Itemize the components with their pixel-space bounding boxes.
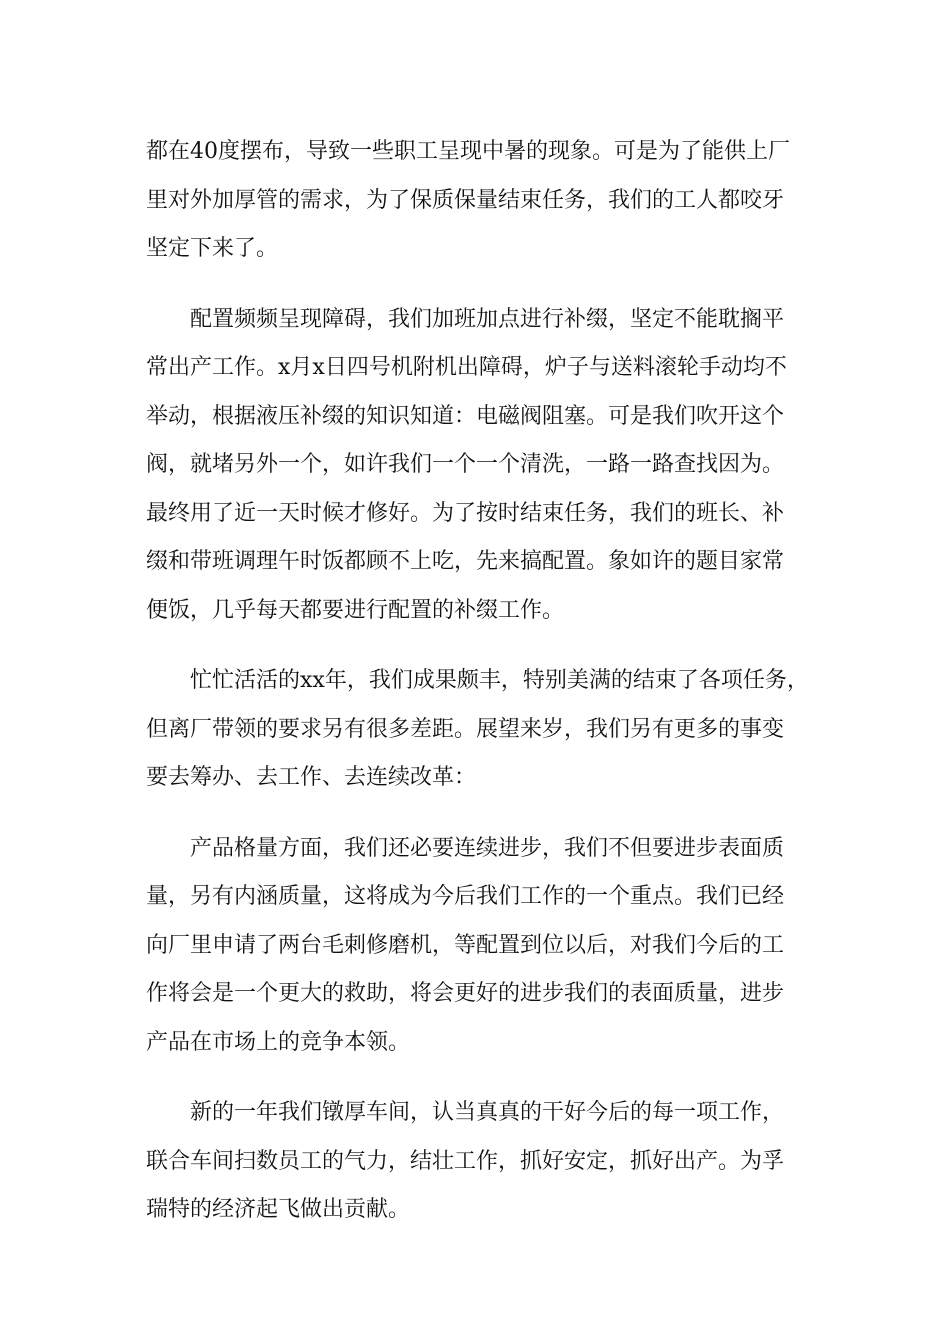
paragraph-line: 量，另有内涵质量，这将成为今后我们工作的一个重点。我们已经	[146, 884, 785, 909]
paragraph-spacer	[146, 803, 826, 825]
paragraph-line: 便饭，几乎每天都要进行配置的补缀工作。	[146, 597, 565, 623]
paragraph-line: 产品格量方面，我们还必要连续进步，我们不但要进步表面质	[190, 835, 785, 861]
paragraph-spacer	[146, 635, 826, 657]
paragraph-line: 阀，就堵另外一个，如许我们一个一个清洗，一路一路查找因为。	[146, 452, 785, 477]
paragraph-line: 配置频频呈现障碍，我们加班加点进行补缀，坚定不能耽搁平	[190, 306, 785, 332]
paragraph-line: 作将会是一个更大的救助，将会更好的进步我们的表面质量，进步	[146, 981, 785, 1006]
paragraph-line: 瑞特的经济起飞做出贡献。	[146, 1197, 411, 1222]
paragraph-spacer	[146, 1067, 826, 1089]
paragraph-spacer	[146, 274, 826, 296]
paragraph-line: 新的一年我们镦厚车间，认当真真的干好今后的每一项工作，	[190, 1100, 785, 1125]
paragraph-line: 向厂里申请了两台毛刺修磨机，等配置到位以后，对我们今后的工	[146, 932, 785, 958]
paragraph-line: 坚定下来了。	[146, 236, 279, 261]
paragraph-3	[146, 657, 826, 803]
paragraph-line: 联合车间扫数员工的气力，结壮工作，抓好安定，抓好出产。为孚	[146, 1148, 785, 1174]
paragraph-line: 产品在市场上的竞争本领。	[146, 1029, 411, 1055]
paragraph-line: 忙忙活活的xx年，我们成果颇丰，特别美满的结束了各项任务，	[190, 668, 809, 693]
paragraph-line: 常出产工作。x月x日四号机附机出障碍，炉子与送料滚轮手动均不	[146, 355, 787, 380]
paragraph-line: 举动，根据液压补缀的知识知道：电磁阀阻塞。可是我们吹开这个	[146, 403, 785, 429]
paragraph-4	[146, 825, 826, 1068]
paragraph-line: 缀和带班调理午时饭都顾不上吃，先来搞配置。象如许的题目家常	[146, 549, 785, 574]
paragraph-line: 要去筹办、去工作、去连续改革：	[146, 765, 477, 790]
paragraph-5	[146, 1089, 826, 1235]
paragraph-2	[146, 296, 826, 636]
paragraph-line: 里对外加厚管的需求，为了保质保量结束任务，我们的工人都咬牙	[146, 187, 785, 213]
paragraph-line: 但离厂带领的要求另有很多差距。展望来岁，我们另有更多的事变	[146, 716, 785, 742]
document-body	[146, 128, 826, 1235]
paragraph-line: 都在40度摆布，导致一些职工呈现中暑的现象。可是为了能供上厂	[146, 139, 790, 164]
paragraph-1	[146, 128, 826, 274]
paragraph-line: 最终用了近一天时候才修好。为了按时结束任务，我们的班长、补	[146, 500, 785, 526]
